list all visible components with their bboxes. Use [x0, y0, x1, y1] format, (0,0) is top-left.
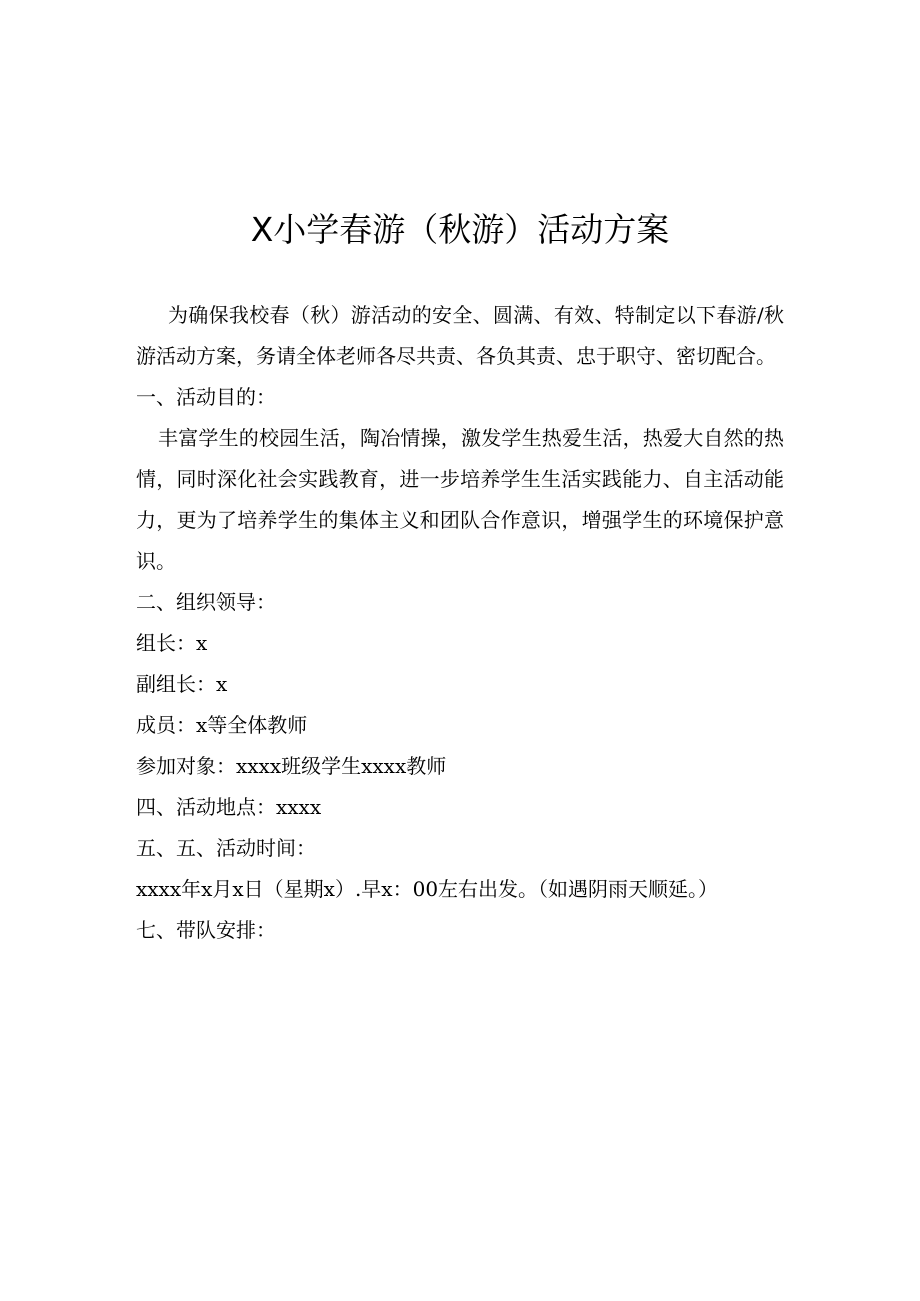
- section-heading-organization: 二、组织领导：: [136, 590, 276, 614]
- deputy-leader-line: 副组长：x: [136, 672, 228, 696]
- purpose-paragraph: 丰富学生的校园生活，陶冶情操，激发学生热爱生活，热爱大自然的热情，同时深化社会实践教育，进一步培养学生生活实践能力、自主活动能力，更为了培养学生的集体主义和团队合作意识，增强学生的环境保护意识。: [136, 426, 784, 573]
- document-title: X小学春游（秋游）活动方案: [250, 210, 670, 249]
- time-detail-line: xxxx年x月x日（星期x）.早x：00左右出发。（如遇阴雨天顺延。）: [136, 877, 719, 901]
- section-heading-team-arrangement: 七、带队安排：: [136, 918, 276, 942]
- document-body: [136, 295, 784, 951]
- section-heading-location: 四、活动地点：xxxx: [136, 795, 322, 819]
- intro-paragraph: 为确保我校春（秋）游活动的安全、圆满、有效、特制定以下春游/秋游活动方案，务请全体老师各尽共责、各负其责、忠于职守、密切配合。: [136, 303, 784, 368]
- section-heading-purpose: 一、活动目的：: [136, 385, 276, 409]
- participants-line: 参加对象：xxxx班级学生xxxx教师: [136, 754, 447, 778]
- leader-line: 组长：x: [136, 631, 208, 655]
- section-heading-time: 五、五、活动时间：: [136, 836, 316, 860]
- members-line: 成员：x等全体教师: [136, 713, 308, 737]
